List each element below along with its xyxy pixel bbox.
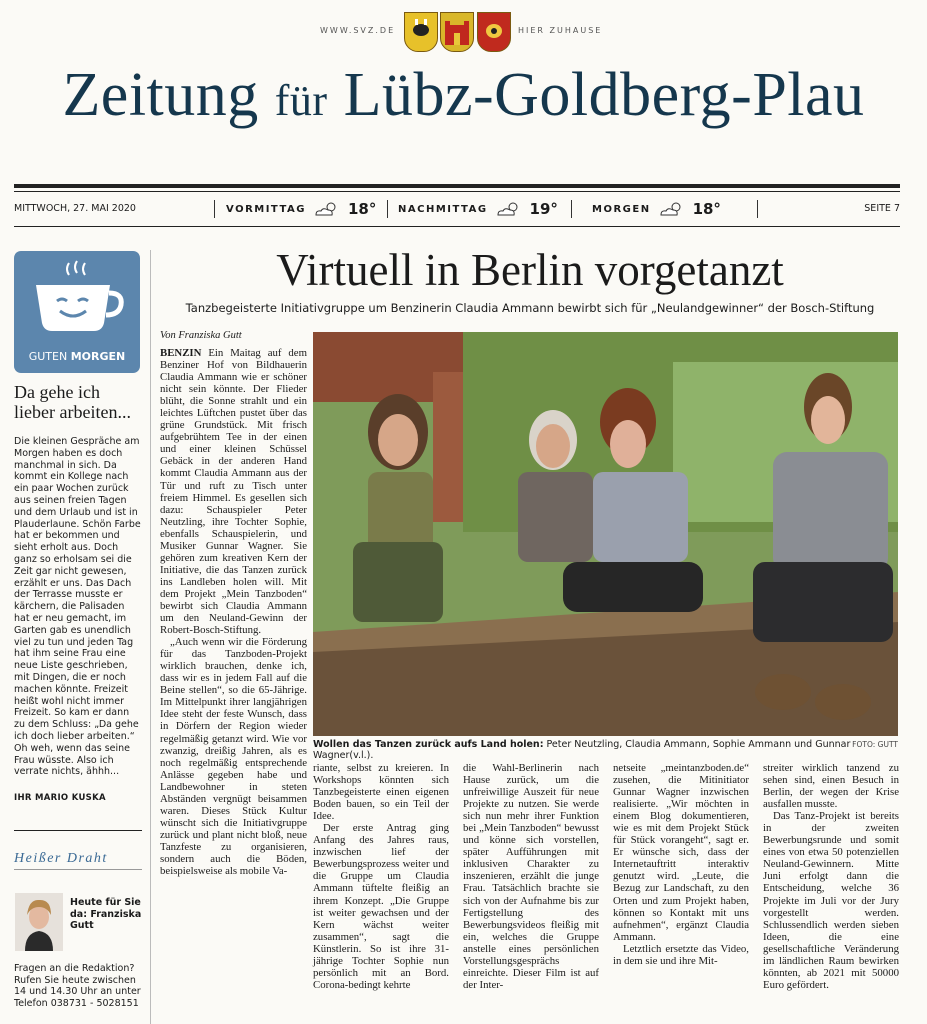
rule-top-thin (14, 191, 900, 192)
partly-cloudy-icon (657, 201, 687, 217)
info-bar (14, 200, 900, 218)
rule-info (14, 226, 900, 227)
caption-bold: Wollen das Tanzen zurück aufs Land holen: (313, 739, 544, 750)
caption-text: Peter Neutzling, Claudia Ammann, Sophie Ammann und Gunnar Wagner(v.l.). (313, 739, 851, 761)
issue-date: MITTWOCH, 27. MAI 2020 (14, 203, 136, 214)
guten-morgen-logo (14, 251, 140, 373)
page-number: SEITE 7 (864, 203, 900, 214)
masthead-part1: Zeitung (62, 61, 275, 129)
paragraph: „Auch wenn wir die Förderung für das Tanzboden-Projekt wirklich brauchen, denke ich, dass wir es in jedem Fall auf die Beine stellen“, so die 65-Jährige. Im Mittelpunkt ihrer langjährigen Idee steht der feste Wunsch, dass in Dörfern der Region wieder regelmäßig getanzt wird. Wie vor zwanzig, dreißig Jahren, als es noch regelmäßig entsprechende Anlässe gegeben habe und Landbewohner in steten Abständen vergnügt beisammen waren. Dieses Stück Kultur wünscht sich die Initiativgruppe zurück und plant nicht bloß, neue Tanzfeste zu organisieren, sondern auch die Böden, beispielsweise als mobile Va- (160, 636, 307, 878)
weather-temp: 18° (692, 200, 721, 218)
crest-castle-icon (440, 12, 474, 52)
divider (757, 200, 758, 218)
column-body: Die kleinen Gespräche am Morgen haben es doch manchmal in sich. Da kommt ein Kollege nach ein paar Wochen zurück aus seinen freien Tagen und dem Urlaub und ist in Plauderlaune. Schön Farbe hat er bekommen und sieht erholt aus. Doch ganz so erholsam sei die Zeit gar nicht gewesen, erzählt er uns. Das Dach der Terrasse musste er kärchern, die Palisaden hat er neu gemacht, im Garten gab es unendlich viel zu tun und jeden Tag hat ihm seine Frau eine neue Liste geschrieben, mit Dingen, die er noch machen könnte. Freizeit heißt wohl nicht immer Freizeit. So kam er dann zu dem Schluss: „Da gehe ich doch lieber arbeiten.“ Oh weh, wenn das seine Frau wüsste. Also ich verrate nichts, ähhh... (14, 436, 141, 778)
crest-bull-red-icon (477, 12, 511, 52)
heisser-draht-title: Heißer Draht (14, 851, 142, 870)
masthead-fuer: für (274, 76, 328, 125)
dateline: BENZIN (160, 347, 202, 359)
slogan: HIER ZUHAUSE (518, 26, 603, 35)
article-photo (313, 332, 898, 736)
photo-caption (313, 739, 898, 761)
article-byline: Von Franziska Gutt (160, 330, 242, 341)
logo-text-light: GUTEN (28, 350, 71, 363)
weather-afternoon (398, 200, 558, 218)
divider (571, 200, 572, 218)
article-column-5 (763, 762, 899, 991)
column-divider (150, 250, 151, 1024)
paragraph: Der erste Antrag ging Anfang des Jahres raus, inzwischen lief der Bewerbungsprozess weiter und die Gruppe um Claudia Ammann tüftelte fleißig an ihrem Konzept. „Die Gruppe ist weiter gewachsen und der Kern wächst weiter zusammen“, sagt die Künstlerin. So ist ihre 31-jährige Tochter Sophie nun persönlich mit an Bord. Corona-bedingt kehrte (313, 822, 449, 991)
article-subhead: Tanzbegeisterte Initiativgruppe um Benzinerin Claudia Ammann bewirbt sich für „Neulandgewinner“ der Bosch-Stiftung (185, 301, 875, 315)
coffee-cup-icon (14, 251, 140, 351)
weather-temp: 19° (529, 200, 558, 218)
partly-cloudy-icon (312, 201, 342, 217)
paragraph: netseite „meintanzboden.de“ zusehen, die Mitinitiator Gunnar Wagner inzwischen realisierte. „Wir möchten in einem Blog dokumentieren, wie es mit dem Projekt Stück für Stück vorangeht“, sagt er. Er wünsche sich, dass der Internetauftritt interaktiv genutzt wird. „Leute, die Bezug zur Landschaft, zu den Orten und zum Projekt haben, können so Kontakt mit uns aufnehmen“, ergänzt Claudia Ammann. (613, 762, 749, 943)
article-column-3 (463, 762, 599, 991)
paragraph: die Wahl-Berlinerin nach Hause zurück, um die unfreiwillige Auszeit für neue Projekte zu nutzen. Sie werde sich nun mehr ihrer Funktion bei „Mein Tanzboden“ bewusst und könne sich vorstellen, später Aufführungen mit inklusiven Charakter zu inszenieren, erzählt die junge Frau. Tatsächlich brachte sie sich von der Aufnahme bis zur Fertigstellung des Bewerbungsvideos fleißig mit ein, welches die Gruppe anstelle eines persönlichen Vorstellungsgesprächs einreichte. Dieser Film ist auf der Inter- (463, 762, 599, 991)
weather-temp: 18° (347, 200, 377, 218)
article-headline: Virtuell in Berlin vorgetanzt (276, 245, 784, 295)
heute-text: Heute für Sie da: Franziska Gutt (70, 897, 142, 931)
rule-left (14, 830, 142, 831)
heisser-draht-body: Fragen an die Redaktion? Rufen Sie heute zwischen 14 und 14.30 Uhr an unter Telefon 038731 - 5028151 (14, 963, 141, 1009)
column-title: Da gehe ich lieber arbeiten... (14, 382, 131, 422)
editor-photo (15, 893, 63, 951)
website-url[interactable]: WWW.SVZ.DE (320, 26, 396, 35)
logo-text (14, 350, 140, 363)
paragraph: Ein Maitag auf dem Benziner Hof von Bildhauerin Claudia Ammann wie er schöner nicht sein könnte. Der Flieder blüht, die Sonne strahlt und ein leichtes Lüftchen pustet über das grüne Grundstück. Mit frisch aufgebrühtem Tee in der einen und einer kleinen Schüssel Gebäck in der anderen Hand kommt Claudia Ammann aus der Tür und ruft zu Tisch unter freiem Himmel. Es gesellen sich dazu: Schauspieler Peter Neutzling, ihre Tochter Sophie, ebenfalls Schauspielerin, und Musiker Gunnar Wagner. Sie gehören zum kreativen Kern der Initiative, die das Tanzen zurück ins Landleben holen will. Mit dem Projekt „Mein Tanzboden“ bewirbt sich Claudia Ammann um den Neuland-Gewinn der Robert-Bosch-Stiftung. (160, 347, 307, 637)
masthead-title (0, 60, 927, 131)
rule-top (14, 184, 900, 188)
article-column-1 (160, 347, 307, 877)
partly-cloudy-icon (494, 201, 524, 217)
weather-label: MORGEN (592, 203, 651, 215)
divider (387, 200, 388, 218)
masthead-part2: Lübz-Goldberg-Plau (327, 61, 865, 129)
weather-tomorrow (592, 200, 721, 218)
logo-text-bold: MORGEN (70, 350, 126, 363)
article-column-2 (313, 762, 449, 991)
article-column-4 (613, 762, 749, 967)
divider (214, 200, 215, 218)
weather-label: NACHMITTAG (398, 203, 488, 215)
crest-bull-icon (404, 12, 438, 52)
paragraph: riante, selbst zu kreieren. In Workshops könnten sich Tanzbegeisterte einen eigenen Boden bauen, so ein Teil der Idee. (313, 762, 449, 823)
paragraph: Das Tanz-Projekt ist bereits in der zweiten Bewerbungsrunde und somit eines von etwa 50 potenziellen Neuland-Gewinnern. Mitte Juni erfolgt dann die Entscheidung, welche 36 Projekte im Juli vor der Jury vorgestellt werden. Schlussendlich werden sieben Ideen, die eine gesellschaftliche Veränderung im ländlichen Raum bewirken könnten, ab 2021 mit 50000 Euro gefördert. (763, 810, 899, 991)
weather-label: VORMITTAG (226, 203, 306, 215)
paragraph: Letztlich ersetzte das Video, in dem sie und ihre Mit- (613, 942, 749, 967)
paragraph: streiter wirklich tanzend zu sehen sind, einen Besuch in Berlin, der wegen der Krise ausfallen musste. (763, 762, 899, 811)
photo-credit: FOTO: GUTT (852, 740, 898, 749)
weather-morning (226, 200, 376, 218)
column-author: IHR MARIO KUSKA (14, 793, 106, 803)
